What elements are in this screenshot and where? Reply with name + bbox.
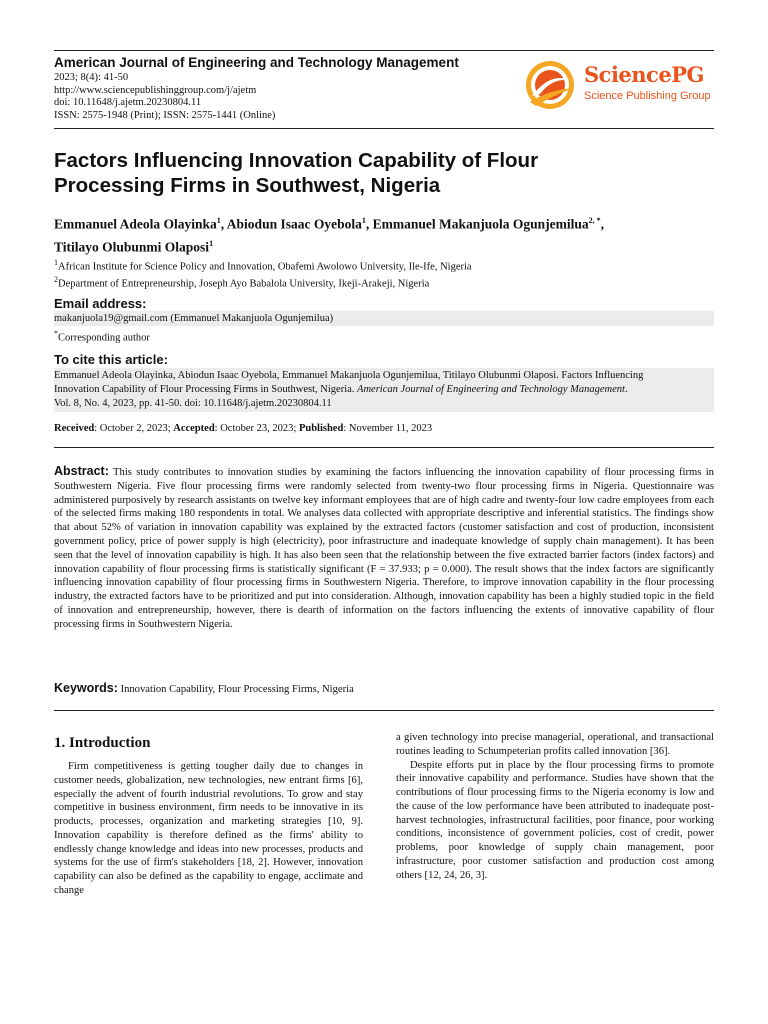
section-heading-introduction: 1. Introduction — [54, 735, 151, 751]
author-sup: 2, * — [588, 216, 601, 225]
intro-paragraph: Despite efforts put in place by the flour processing firms to promote their innovative capability and performance. Studies have shown that the contributions of flour processing firms to the Nigeria economy is low and the cause of the low performance have been attributed to inadequate post-harvest technologies, infrastructural facilities, poor finance, poor working conditions, inconsistence of government policies, cost of credit, power problems, poor knowledge of supply chain management, poor infrastructure, poor customer satisfaction and production cost among others [12, 24, 26, 3]. — [396, 759, 714, 881]
abstract-label: Abstract: — [54, 464, 109, 478]
author-name: Abiodun Isaac Oyebola — [226, 216, 362, 232]
intro-paragraph: Firm competitiveness is getting tougher daily due to changes in customer needs, globalization, new technologies, new entrant firms [6], especially the advent of fourth industrial revolutions. To grow and stay competitive in business environment, firm needs to be innovative in its products, processes, organization and marketing strategies [10, 9]. Innovation capability is therefore defined as the firms' ability to endlessly change knowledge and ideas into new processes, products and systems for the use of firm's stakeholders [18, 2]. However, innovation capability can also be defined as the capability to engage, acclimate and change — [54, 761, 363, 896]
citation-text — [54, 369, 714, 411]
author-list: Emmanuel Adeola Olayinka$^1$, Abiodun Isaac Oyebola$^1$, Emmanuel Makanjuola Ogunjemilua$^{2, *}$, Titilayo Olubunmi Olaposi$^1$ — [54, 216, 604, 254]
affiliation-sup: 2 — [54, 275, 58, 284]
abstract-text: This study contributes to innovation studies by examining the factors influencing the innovation capability of flour processing firms in Southwestern Nigeria. Five flour processing firms were randomly selected from twenty-two flour processing firms in Nigeria. Questionnaire was administered purposively by research assistants on twelve key informant employees that are of high cadre and twenty-four low cadre employees from each of the selected firms making 180 respondents in total. We analyses data collected with appropriate descriptive and inferential statistics. The findings show that about 52% of variation in innovation capability was explained by the extracted factors (customer satisfaction and cost of production, inconsistent government policy, price of power supply is high (electricity), poor infrastructure and inadequate knowledge of supply chain management). It has been seen that the level of innovation capability is high. It has also been seen that the relationship between the five extracted barrier factors (index factors) and innovation capability of flour processing firms is statistically significant (F = 37.933; p = 0.000). The result shows that the index factors are significantly influencing innovation capability of flour processing firms in Southwestern Nigeria. Therefore, to improve innovation capability in the flour processing industry, the extracted factors have to be prioritized and put into consideration. Although, innovation capability has been a highly studied topic in the field of innovation and entrepreneurship, however, there is dearth of information on the factors influencing the extents of innovative capability of flour processing firms in Southwestern Nigeria. — [54, 467, 714, 630]
right-column — [396, 731, 714, 882]
author-sup: 1 — [209, 238, 214, 248]
email-address[interactable]: makanjuola19@gmail.com (Emmanuel Makanjuola Ogunjemilua) — [54, 313, 334, 324]
intro-paragraph-continued: a given technology into precise managerial, operational, and transactional routines leading to Schumpeterian profits called innovation [36]. — [396, 732, 714, 757]
affiliation-2 — [54, 275, 429, 290]
top-rule — [54, 50, 714, 51]
email-heading: Email address: — [54, 296, 147, 311]
journal-url[interactable]: http://www.sciencepublishinggroup.com/j/ajetm — [54, 84, 257, 96]
author-name: Titilayo Olubunmi Olaposi — [54, 239, 210, 254]
journal-title: American Journal of Engineering and Technology Management — [54, 55, 459, 70]
cite-line-2 — [54, 383, 714, 397]
logo-brand: SciencePG — [584, 62, 704, 87]
author-name: Emmanuel Makanjuola Ogunjemilua — [372, 216, 589, 232]
volume-line: 2023; 8(4): 41-50 — [54, 72, 129, 83]
abstract-bottom-rule — [54, 710, 714, 711]
affiliation-text: Department of Entrepreneurship, Joseph Ayo Babalola University, Ikeji-Arakeji, Nigeria — [58, 278, 430, 290]
accepted-date: : October 23, 2023; — [214, 423, 299, 434]
corresponding-text: Corresponding author — [58, 332, 150, 344]
cite-line-1: Emmanuel Adeola Olayinka, Abiodun Isaac Oyebola, Emmanuel Makanjuola Ogunjemilua, Titilayo Olubunmi Olaposi. Factors Influencing — [54, 370, 644, 381]
author-name: Emmanuel Adeola Olayinka — [54, 216, 217, 232]
cite-line-3: Vol. 8, No. 4, 2023, pp. 41-50. doi: 10.11648/j.ajetm.20230804.11 — [54, 398, 332, 409]
paper-title — [54, 148, 714, 198]
author-sup: 1 — [216, 216, 221, 225]
affiliation-text: African Institute for Science Policy and Innovation, Obafemi Awolowo University, Ile-Ife, Nigeria — [58, 261, 472, 273]
author-sup: 1 — [361, 216, 366, 225]
journal-doi: doi: 10.11648/j.ajetm.20230804.11 — [54, 97, 202, 109]
article-dates — [54, 423, 432, 434]
keywords-label: Keywords: — [54, 681, 118, 695]
affiliation-1 — [54, 258, 472, 273]
received-date: : October 2, 2023; — [94, 423, 174, 434]
cite-line-2-end: . — [624, 384, 628, 395]
title-line-1: Factors Influencing Innovation Capability of Flour — [54, 149, 539, 172]
corresponding-mark: * — [54, 329, 58, 338]
affiliation-sup: 1 — [54, 258, 58, 267]
received-label: Received — [54, 423, 95, 434]
keywords-text: Innovation Capability, Flour Processing Firms, Nigeria — [120, 684, 354, 695]
title-line-2: Processing Firms in Southwest, Nigeria — [54, 174, 441, 197]
abstract — [54, 465, 714, 632]
cite-journal: American Journal of Engineering and Technology Management — [357, 384, 625, 395]
published-label: Published — [298, 423, 344, 434]
cite-heading: To cite this article: — [54, 352, 168, 367]
logo-tagline: Science Publishing Group — [584, 90, 711, 102]
sciencepg-logo — [518, 58, 718, 112]
cite-line-2-plain: Innovation Capability of Flour Processing Firms in Southwest, Nigeria. — [54, 384, 358, 395]
header-rule — [54, 128, 714, 129]
abstract-top-rule — [54, 447, 714, 448]
corresponding-note — [54, 329, 150, 344]
left-column — [54, 760, 363, 898]
accepted-label: Accepted — [173, 423, 215, 434]
published-date: : November 11, 2023 — [343, 423, 433, 434]
journal-meta — [54, 72, 275, 122]
journal-issn: ISSN: 2575-1948 (Print); ISSN: 2575-1441 (Online) — [54, 109, 276, 121]
keywords — [54, 681, 354, 695]
